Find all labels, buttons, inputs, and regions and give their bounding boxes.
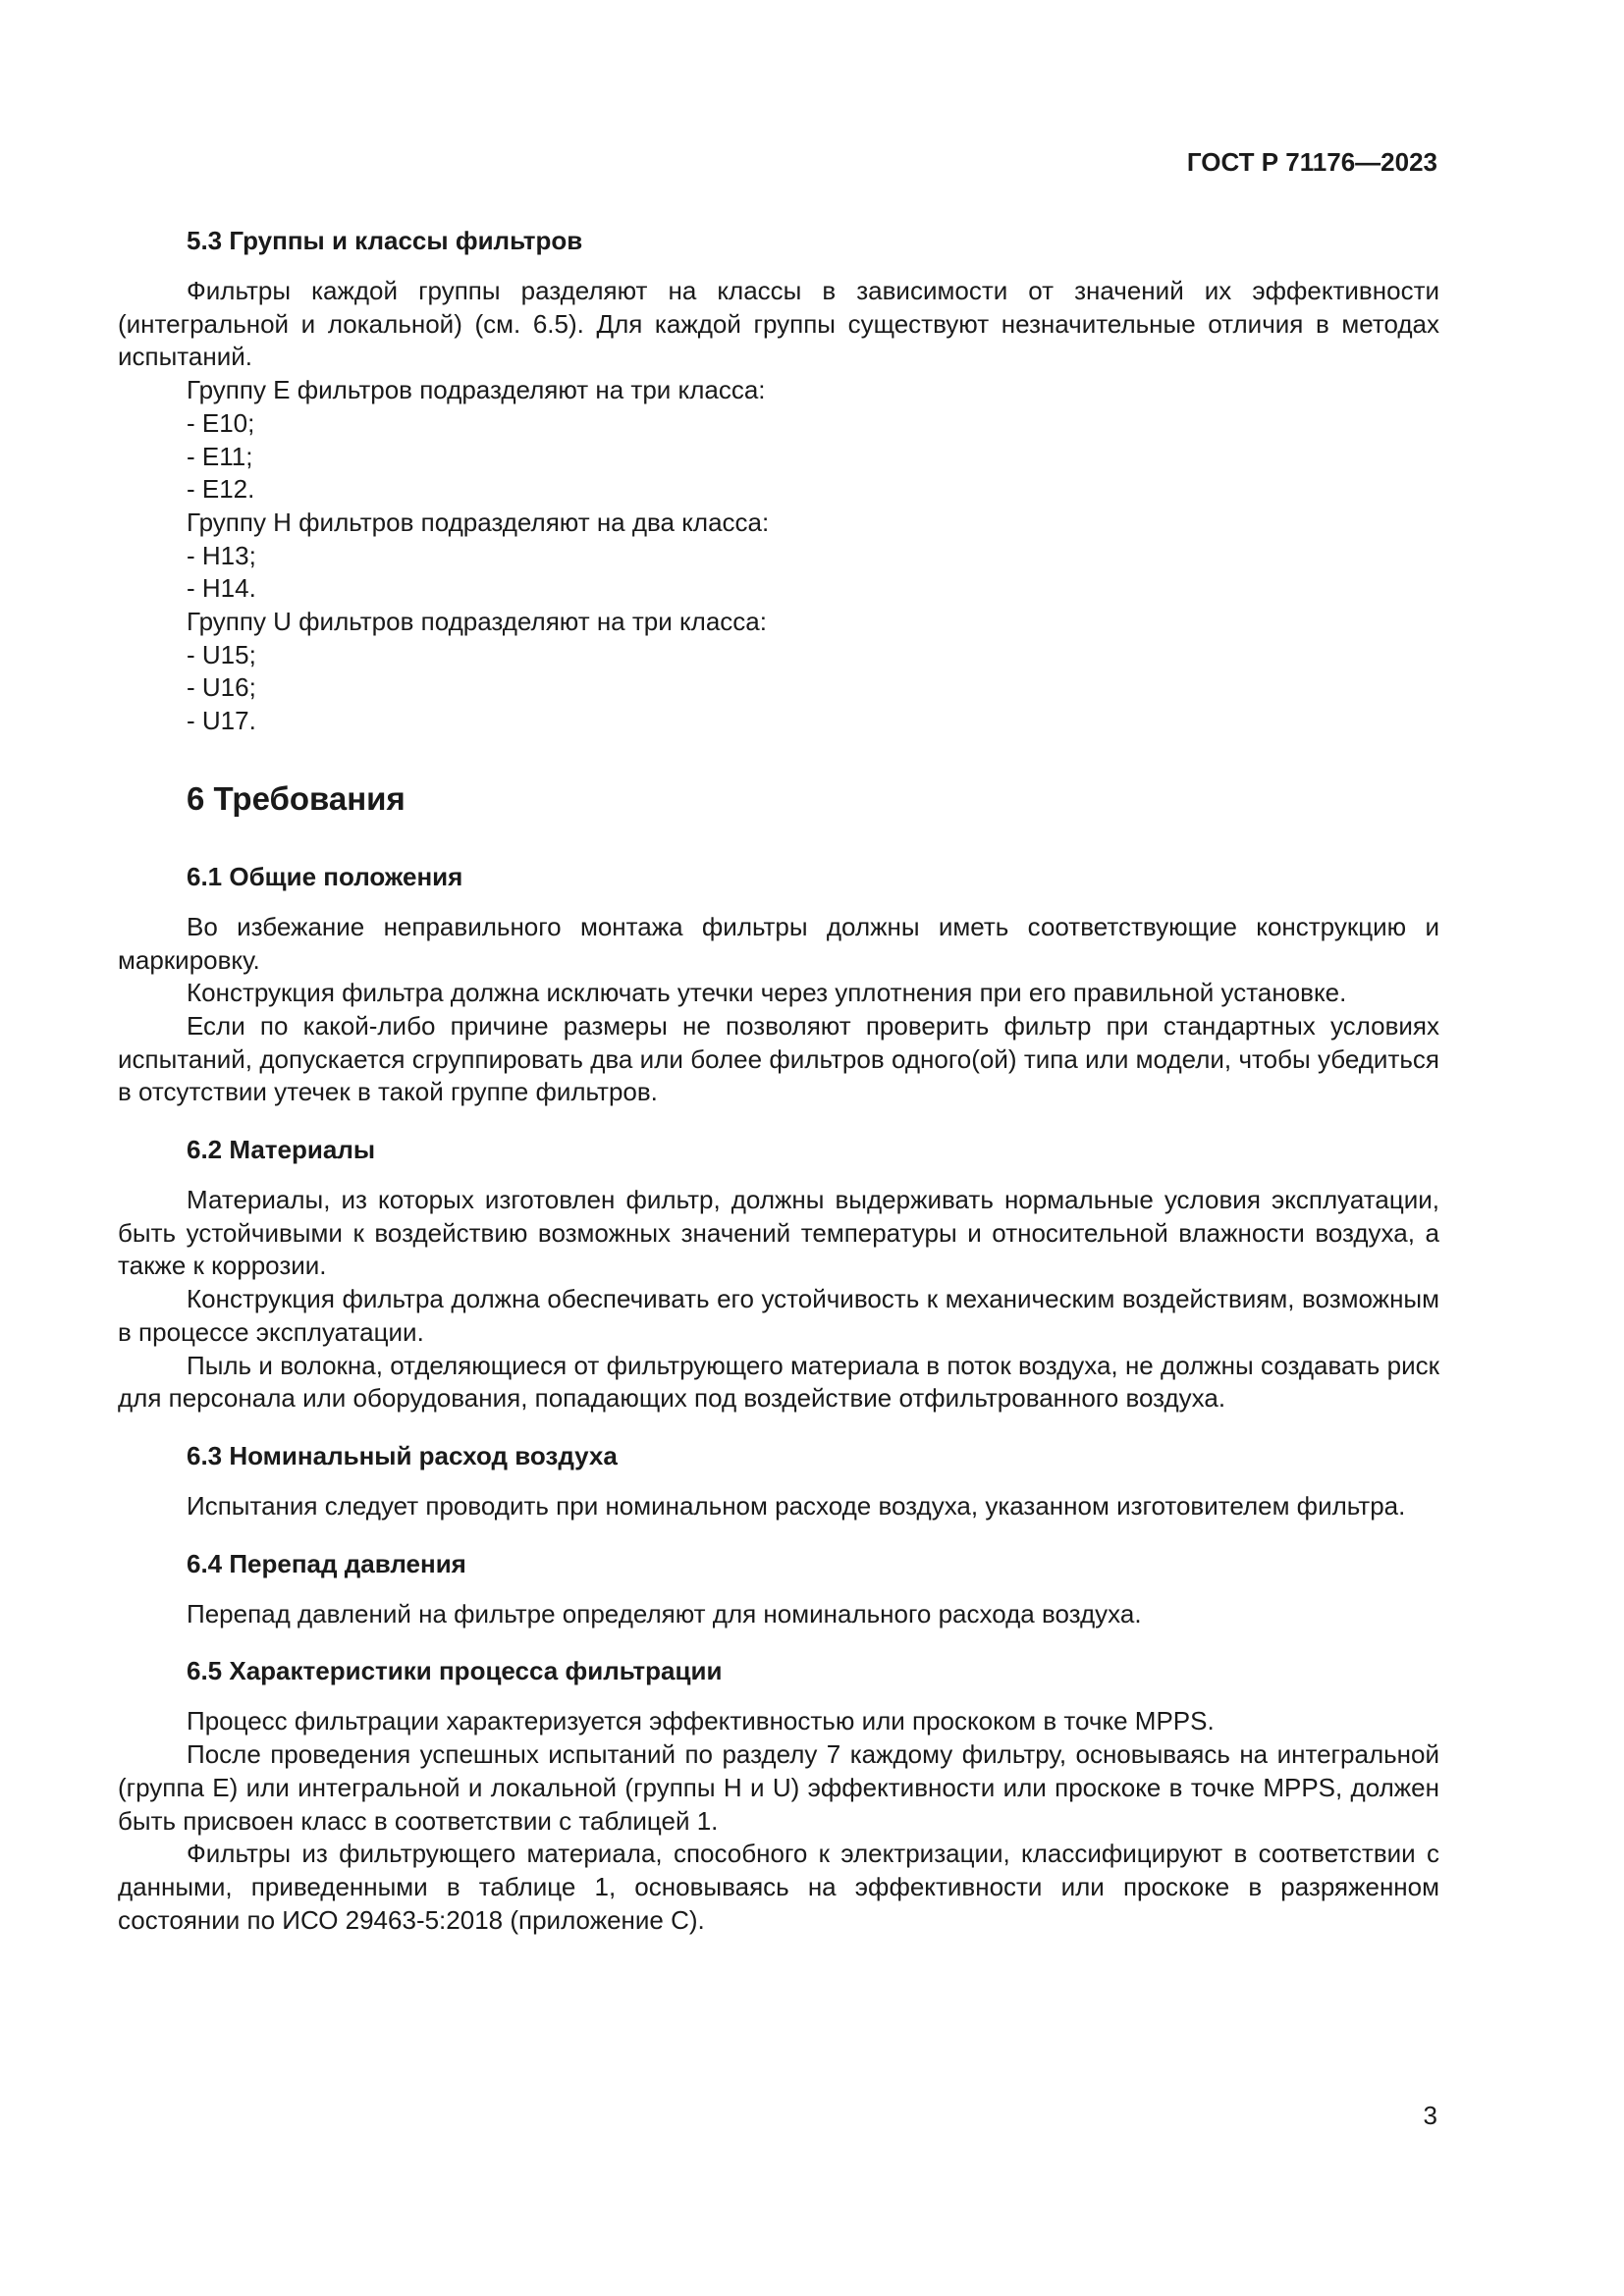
- section-6-3-heading: 6.3 Номинальный расход воздуха: [187, 1440, 618, 1470]
- section-6-4-heading: 6.4 Перепад давления: [187, 1548, 466, 1578]
- document-designation: ГОСТ Р 71176—2023: [1186, 147, 1437, 177]
- list-item: - E11;: [187, 441, 253, 471]
- list-item: - H13;: [187, 540, 256, 570]
- section-6-5-heading: 6.5 Характеристики процесса фильтрации: [187, 1656, 723, 1686]
- paragraph: Конструкция фильтра должна обеспечивать его устойчивость к механическим воздействиям, возможным в процессе эксплуатации.: [118, 1284, 1439, 1347]
- section-6-1-heading: 6.1 Общие положения: [187, 861, 463, 891]
- section-6-2-heading: 6.2 Материалы: [187, 1135, 376, 1165]
- paragraph: Если по какой-либо причине размеры не позволяют проверить фильтр при стандартных условиях испытаний, допускается сгруппировать два или более фильтров одного(ой) типа или модели, чтобы убедиться в отсутствии утечек в такой группе фильтров.: [118, 1010, 1439, 1107]
- list-item: - U16;: [187, 672, 256, 703]
- paragraph: Группу H фильтров подразделяют на два класса:: [187, 507, 770, 537]
- paragraph: Перепад давлений на фильтре определяют для номинального расхода воздуха.: [187, 1598, 1142, 1629]
- list-item: - E12.: [187, 474, 255, 505]
- list-item: - U17.: [187, 706, 256, 736]
- paragraph: Во избежание неправильного монтажа фильтры должны иметь соответствующие конструкцию и маркировку.: [118, 911, 1439, 975]
- paragraph: Фильтры каждой группы разделяют на классы в зависимости от значений их эффективности (интегральной и локальной) (см. 6.5). Для каждой группы существуют незначительные отличия в методах испытаний.: [118, 276, 1439, 372]
- paragraph: Испытания следует проводить при номинальном расходе воздуха, указанном изготовителем фильтра.: [187, 1490, 1406, 1521]
- list-item: - U15;: [187, 639, 256, 669]
- list-item: - H14.: [187, 573, 256, 604]
- paragraph: Процесс фильтрации характеризуется эффективностью или проскоком в точке MPPS.: [187, 1706, 1215, 1736]
- page-number: 3: [1423, 2101, 1437, 2130]
- section-6-heading: 6 Требования: [187, 779, 406, 817]
- list-item: - E10;: [187, 407, 255, 438]
- paragraph: Конструкция фильтра должна исключать утечки через уплотнения при его правильной установке.: [187, 978, 1347, 1008]
- section-5-3-heading: 5.3 Группы и классы фильтров: [187, 226, 583, 255]
- paragraph: Группу U фильтров подразделяют на три класса:: [187, 607, 767, 637]
- page-content: [118, 224, 1439, 1937]
- paragraph: Группу E фильтров подразделяют на три класса:: [187, 375, 766, 405]
- paragraph: Материалы, из которых изготовлен фильтр, должны выдерживать нормальные условия эксплуатации, быть устойчивыми к воздействию возможных значений температуры и относительной влажности воздуха, а также к коррозии.: [118, 1185, 1439, 1281]
- paragraph: Фильтры из фильтрующего материала, способного к электризации, классифицируют в соответствии с данными, приведенными в таблице 1, основываясь на эффективности или проскоке в разряженном состоянии по ИСО 29463-5:2018 (приложение С).: [118, 1839, 1439, 1935]
- paragraph: После проведения успешных испытаний по разделу 7 каждому фильтру, основываясь на интегральной (группа E) или интегральной и локальной (группы H и U) эффективности или проскоке в точке MPPS, должен быть присвоен класс в соответствии с таблицей 1.: [118, 1739, 1439, 1836]
- paragraph: Пыль и волокна, отделяющиеся от фильтрующего материала в поток воздуха, не должны создавать риск для персонала или оборудования, попадающих под воздействие отфильтрованного воздуха.: [118, 1350, 1439, 1414]
